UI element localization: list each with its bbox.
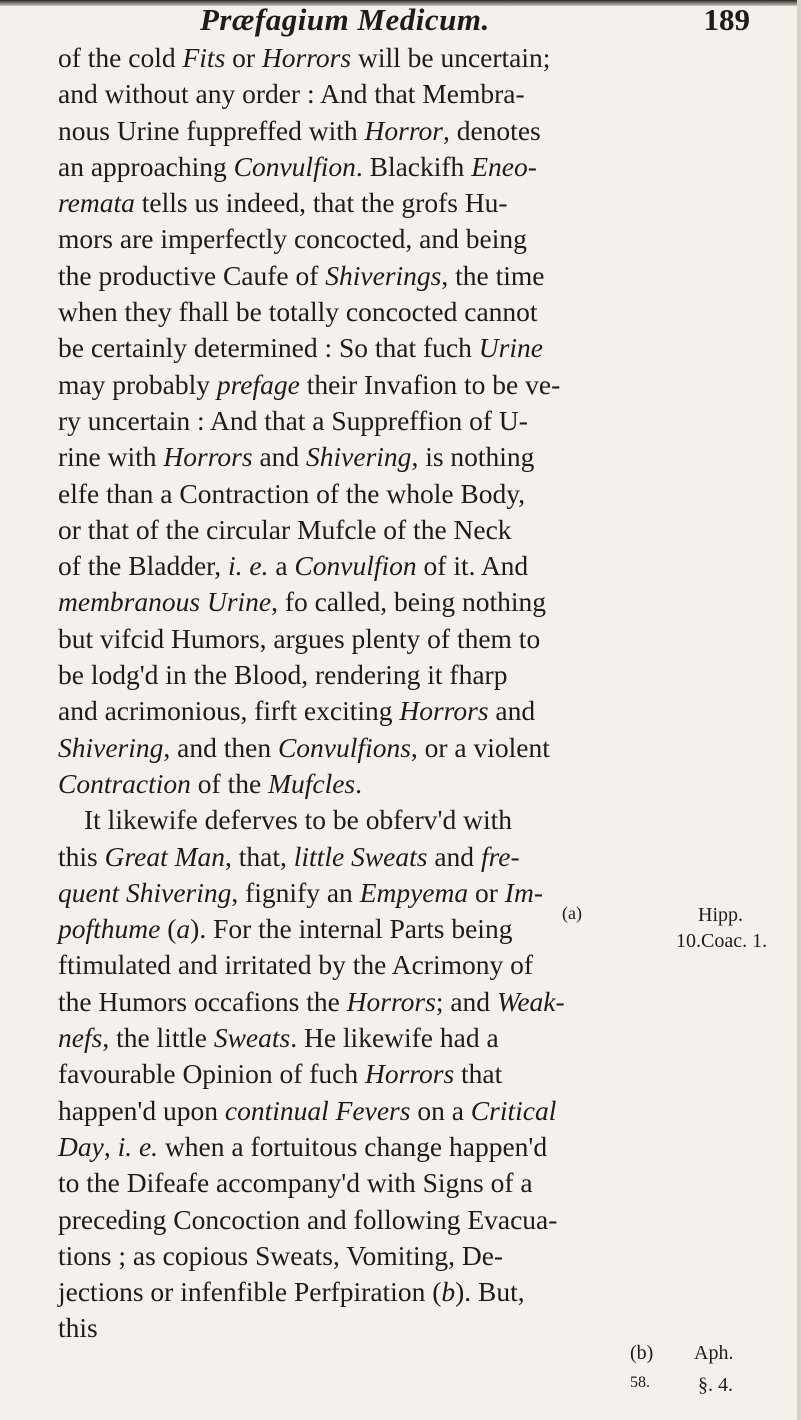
text-run: or (468, 876, 505, 908)
text-line (58, 947, 698, 983)
italic-run: continual Fevers (224, 1094, 411, 1126)
italic-run: Contraction (58, 767, 191, 799)
italic-run: Horrors (261, 42, 352, 73)
text-run: preceding Concoction and following Evacua- (58, 1203, 558, 1235)
italic-run: remata (58, 187, 135, 219)
text-line (58, 294, 698, 330)
text-run: ). For the internal Parts being (190, 913, 513, 945)
text-line (58, 76, 698, 112)
margin-note-b-text: Aph. (694, 1342, 734, 1364)
italic-run: Shivering (306, 441, 412, 473)
text-run: , denotes (442, 114, 541, 146)
page-header (200, 2, 750, 38)
italic-run: little Sweats (293, 840, 428, 872)
text-line (58, 766, 698, 802)
italic-run: a (176, 913, 191, 945)
italic-run: Empyema (359, 876, 469, 908)
text-line (58, 584, 698, 620)
italic-run: Shivering (58, 731, 164, 763)
text-run: tions ; as copious Sweats, Vomiting, De- (58, 1239, 504, 1271)
text-run: their Invafion to be ve- (299, 368, 561, 400)
text-line (58, 1274, 698, 1310)
text-line (58, 113, 698, 149)
text-run: ftimulated and irritated by the Acrimony of (58, 949, 534, 981)
italic-run: pofthume (58, 913, 161, 945)
italic-run: Horror (364, 114, 443, 146)
text-run: an approaching (58, 150, 234, 182)
italic-run: Sweats (213, 1022, 291, 1054)
text-run: and (252, 441, 307, 473)
text-line (58, 1093, 698, 1129)
text-run: when they fhall be totally concocted cannot (58, 296, 538, 328)
text-run: of the Bladder, (58, 550, 228, 582)
text-line (58, 1165, 698, 1201)
text-line (58, 221, 698, 257)
text-run: happen'd upon (58, 1094, 225, 1126)
italic-run: b (441, 1276, 456, 1308)
text-run: or that of the circular Mufcle of the Neck (58, 513, 512, 545)
italic-run: Im- (504, 876, 543, 908)
text-line (58, 1129, 698, 1165)
text-line (58, 1202, 698, 1238)
body-text (58, 40, 698, 1347)
margin-note-a-line2: 10.Coac. 1. (676, 930, 768, 952)
margin-note-a-marker: (a) (562, 903, 582, 923)
italic-run: Convulfions (277, 731, 411, 763)
text-run: and (488, 695, 536, 727)
text-line (58, 1020, 698, 1056)
margin-note-a-line1: Hipp. (698, 904, 743, 926)
text-line (58, 40, 698, 76)
italic-run: Urine (478, 332, 543, 364)
text-line (58, 1056, 698, 1092)
text-run: of the cold (58, 42, 183, 73)
text-run: , or a violent (410, 731, 550, 763)
text-run: tells us indeed, that the grofs Hu- (134, 187, 508, 219)
text-line (58, 730, 698, 766)
text-run: . Blackifh (355, 150, 472, 182)
italic-run: Horrors (365, 1058, 455, 1090)
text-run: a (268, 550, 295, 582)
text-line (58, 839, 698, 875)
text-run: when a fortuitous change happen'd (158, 1130, 548, 1162)
text-line (58, 1310, 698, 1346)
text-line (58, 512, 698, 548)
text-line (58, 621, 698, 657)
italic-run: Convulfion (233, 150, 356, 182)
text-run: ( (160, 913, 177, 945)
text-run: be lodg'd in the Blood, rendering it fharp (58, 659, 508, 691)
text-run: be certainly determined : So that fuch (58, 332, 479, 364)
text-run: mors are imperfectly concocted, and being (58, 223, 527, 255)
text-run: will be uncertain; (351, 42, 551, 73)
text-line (58, 984, 698, 1020)
text-run: , the time (441, 259, 545, 291)
page-number: 189 (703, 2, 750, 37)
text-run: . (355, 767, 362, 799)
text-run: , fignify an (231, 876, 360, 908)
margin-note-b-section: §. 4. (698, 1374, 733, 1396)
text-run: of it. And (416, 550, 529, 582)
text-run: that (454, 1058, 503, 1090)
text-run: elfe than a Contraction of the whole Body, (58, 477, 526, 509)
text-run: , (103, 1130, 118, 1162)
text-run: this (58, 1312, 98, 1344)
text-line (58, 693, 698, 729)
italic-run: Weak- (496, 985, 565, 1017)
text-run: may probably (58, 368, 217, 400)
text-run: ry uncertain : And that a Suppreffion of U- (58, 404, 528, 436)
text-run: ). But, (455, 1276, 525, 1308)
text-run: of the (190, 767, 269, 799)
italic-run: Fits (182, 42, 226, 73)
italic-run: Horrors (399, 695, 489, 727)
text-line (58, 258, 698, 294)
running-head: Præfagium Medicum. (200, 2, 490, 37)
italic-run: i. e. (227, 550, 269, 582)
text-line (58, 330, 698, 366)
text-run: but vifcid Humors, argues plenty of them to (58, 622, 541, 654)
text-run: and acrimonious, firft exciting (58, 695, 400, 727)
text-line (58, 875, 698, 911)
page-right-edge (797, 0, 801, 1420)
italic-run: Mufcles (268, 767, 356, 799)
text-run: It likewife deferves to be obferv'd with (84, 804, 512, 836)
text-line (58, 439, 698, 475)
italic-run: i. e. (117, 1130, 159, 1162)
text-run: , that, (225, 840, 294, 872)
margin-note-b-ref: 58. (630, 1374, 650, 1391)
italic-run: quent Shivering (58, 876, 232, 908)
italic-run: fre- (480, 840, 520, 872)
text-run: ; and (435, 985, 497, 1017)
text-run: the productive Caufe of (58, 259, 326, 291)
italic-run: Day (58, 1130, 104, 1162)
margin-note-b-marker: (b) (630, 1342, 654, 1364)
text-run: on a (410, 1094, 471, 1126)
text-run: rine with (58, 441, 164, 473)
text-line (58, 403, 698, 439)
italic-run: nefs (58, 1022, 103, 1054)
italic-run: Eneo- (471, 150, 537, 182)
text-line (58, 149, 698, 185)
text-line (58, 911, 698, 947)
text-run: , is nothing (411, 441, 535, 473)
text-line (58, 1238, 698, 1274)
italic-run: Convulfion (294, 550, 417, 582)
italic-run: Great Man (104, 840, 226, 872)
text-line (58, 185, 698, 221)
italic-run: Horrors (346, 985, 436, 1017)
text-run: and without any order : And that Membra- (58, 78, 525, 110)
text-run: , and then (163, 731, 278, 763)
text-line (58, 657, 698, 693)
text-run: nous Urine fuppreffed with (58, 114, 365, 146)
text-line (58, 548, 698, 584)
italic-run: Shiverings (325, 259, 442, 291)
text-line (58, 367, 698, 403)
text-run: or (225, 42, 262, 73)
italic-run: Critical (470, 1094, 557, 1126)
text-run: the Humors occafions the (58, 985, 347, 1017)
text-line (58, 802, 698, 838)
text-run: jections or infenfible Perfpiration ( (58, 1276, 442, 1308)
text-run: favourable Opinion of fuch (58, 1058, 365, 1090)
italic-run: prefage (216, 368, 300, 400)
italic-run: membranous Urine (58, 586, 272, 618)
text-run: . He likewife had a (290, 1022, 499, 1054)
text-run: and (427, 840, 481, 872)
text-run: , fo called, being nothing (271, 586, 547, 618)
text-run: this (58, 840, 105, 872)
text-line (58, 476, 698, 512)
italic-run: Horrors (163, 441, 253, 473)
text-run: to the Difeafe accompany'd with Signs of a (58, 1167, 533, 1199)
text-run: , the little (102, 1022, 214, 1054)
